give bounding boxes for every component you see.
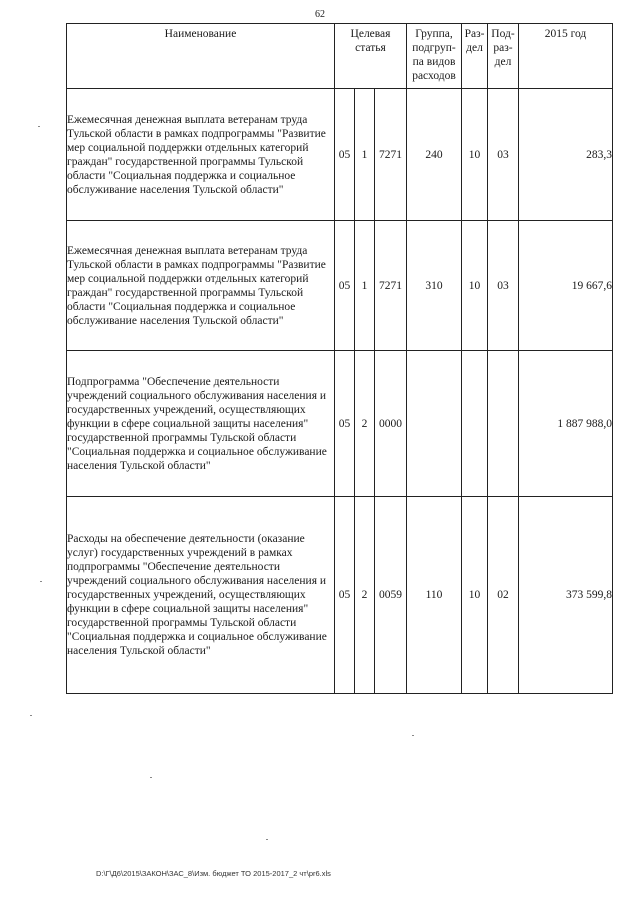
row-article-part2: 2: [355, 351, 375, 497]
table-row: [67, 351, 613, 497]
row-article-part3: 0000: [375, 351, 407, 497]
row-subsection: 03: [488, 221, 519, 351]
row-amount: 19 667,6: [519, 221, 613, 351]
row-article-part1: 05: [335, 89, 355, 221]
row-name: Подпрограмма "Обеспечение деятельности учреждений социального обслуживания населения и государственных учреждений, осуществляющих функции в сфере социальной защиты населения" государственной программы Тульской области "Социальная поддержка и социальное обслуживание населения Тульской области": [67, 351, 335, 497]
row-amount: 1 887 988,0: [519, 351, 613, 497]
row-subsection: 03: [488, 89, 519, 221]
row-expense-group: 110: [407, 497, 462, 694]
row-article-part3: 7271: [375, 221, 407, 351]
row-article-part1: 05: [335, 221, 355, 351]
scan-speck: [266, 839, 268, 840]
header-expense-group: Группа, подгруп-па видов расходов: [407, 24, 462, 89]
page-number: 62: [315, 9, 325, 20]
row-section: 10: [462, 89, 488, 221]
row-article-part3: 0059: [375, 497, 407, 694]
row-expense-group: 240: [407, 89, 462, 221]
row-article-part2: 1: [355, 221, 375, 351]
row-expense-group: [407, 351, 462, 497]
scan-speck: [38, 126, 40, 127]
header-name: Наименование: [67, 24, 335, 89]
row-section: [462, 351, 488, 497]
row-subsection: [488, 351, 519, 497]
budget-table: [66, 23, 613, 694]
row-name: Расходы на обеспечение деятельности (оказание услуг) государственных учреждений в рамках подпрограммы "Обеспечение деятельности учреждений социального обслуживания населения и государственных учреждений, осуществляющих функции в сфере социальной защиты населения" государственной программы Тульской области "Социальная поддержка и социальное обслуживание населения Тульской области": [67, 497, 335, 694]
row-article-part3: 7271: [375, 89, 407, 221]
scan-speck: [30, 715, 32, 716]
file-path-footer: D:\Г\Д6\2015\ЗАКОН\ЗАС_8\Изм. бюджет ТО 2015-2017_2 чт\pr6.xls: [96, 869, 331, 878]
table-row: [67, 221, 613, 351]
row-amount: 283,3: [519, 89, 613, 221]
table-header-row: [67, 24, 613, 89]
row-article-part2: 1: [355, 89, 375, 221]
header-year: 2015 год: [519, 24, 613, 89]
row-name: Ежемесячная денежная выплата ветеранам труда Тульской области в рамках подпрограммы "Развитие мер социальной поддержки отдельных категорий граждан" государственной программы Тульской области "Социальная поддержка и социальное обслуживание населения Тульской области": [67, 221, 335, 351]
scan-speck: [412, 735, 414, 736]
scan-speck: [40, 581, 42, 582]
row-amount: 373 599,8: [519, 497, 613, 694]
row-article-part1: 05: [335, 497, 355, 694]
table-row: [67, 497, 613, 694]
table-row: [67, 89, 613, 221]
row-article-part2: 2: [355, 497, 375, 694]
row-name: Ежемесячная денежная выплата ветеранам труда Тульской области в рамках подпрограммы "Развитие мер социальной поддержки отдельных категорий граждан" государственной программы Тульской области "Социальная поддержка и социальное обслуживание населения Тульской области": [67, 89, 335, 221]
row-expense-group: 310: [407, 221, 462, 351]
row-article-part1: 05: [335, 351, 355, 497]
scan-speck: [150, 777, 152, 778]
header-target-article: Целевая статья: [335, 24, 407, 89]
row-section: 10: [462, 497, 488, 694]
header-subsection: Под-раз-дел: [488, 24, 519, 89]
row-subsection: 02: [488, 497, 519, 694]
header-section: Раз-дел: [462, 24, 488, 89]
row-section: 10: [462, 221, 488, 351]
